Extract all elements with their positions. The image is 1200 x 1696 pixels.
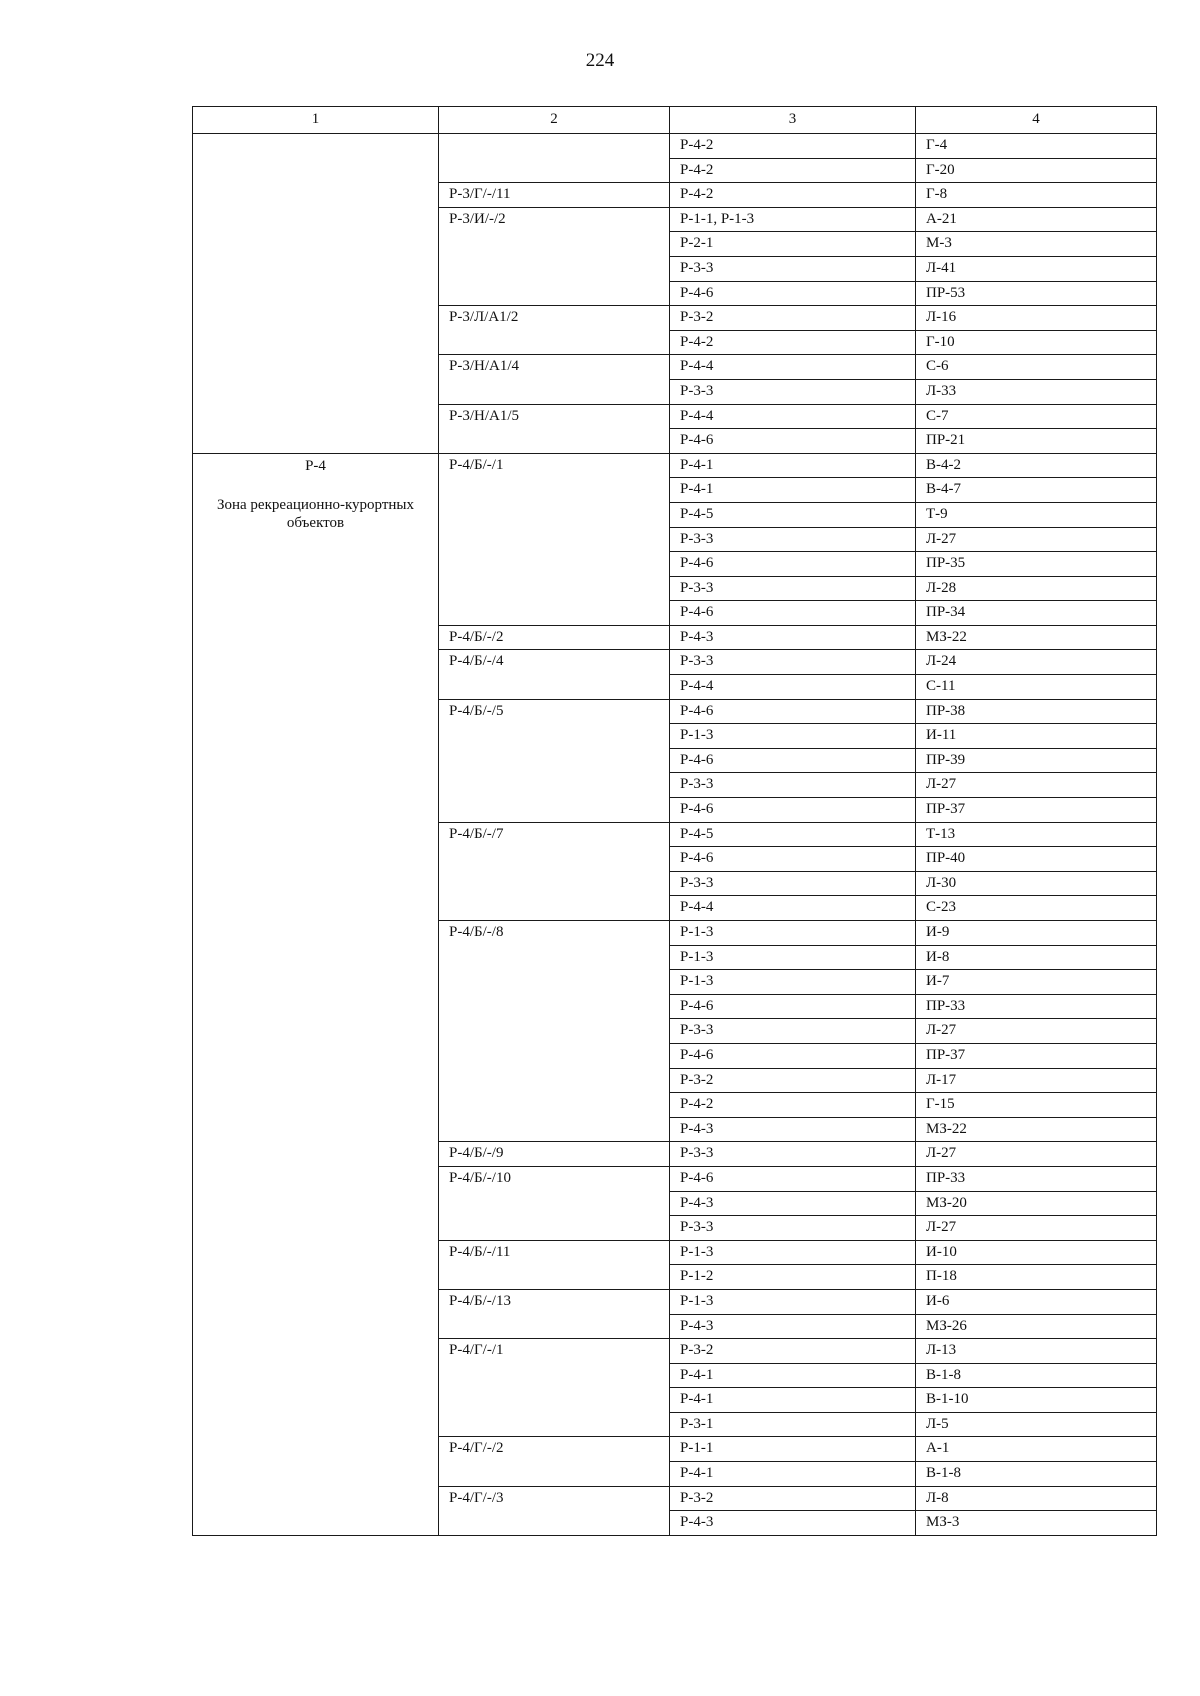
zone-ref-cell: Р-4-2: [670, 183, 916, 208]
zone-code: Р-4: [305, 457, 326, 474]
zone-ref-cell: Р-4-1: [670, 453, 916, 478]
table-body: [193, 134, 1157, 1536]
object-code-cell: С-7: [916, 404, 1157, 429]
zone-ref-cell: Р-4-6: [670, 281, 916, 306]
zone-ref-cell: Р-4-3: [670, 1117, 916, 1142]
object-code-cell: Л-27: [916, 527, 1157, 552]
object-code-cell: С-6: [916, 355, 1157, 380]
object-code-cell: Л-27: [916, 773, 1157, 798]
zone-ref-cell: Р-4-1: [670, 1388, 916, 1413]
zone-ref-cell: Р-3-2: [670, 1486, 916, 1511]
zone-ref-cell: Р-3-3: [670, 1216, 916, 1241]
zone-ref-cell: Р-4-6: [670, 994, 916, 1019]
zone-ref-cell: Р-1-3: [670, 1289, 916, 1314]
zone-ref-cell: Р-4-6: [670, 1166, 916, 1191]
zone-ref-cell: Р-1-1, Р-1-3: [670, 207, 916, 232]
table-row: [193, 134, 1157, 159]
object-code-cell: МЗ-22: [916, 1117, 1157, 1142]
object-code-cell: Л-41: [916, 256, 1157, 281]
zone-ref-cell: Р-4-5: [670, 822, 916, 847]
zone-ref-cell: Р-4-1: [670, 478, 916, 503]
table-header-row: [193, 107, 1157, 134]
subzone-code-cell: Р-4/Б/-/13: [439, 1289, 670, 1338]
object-code-cell: А-21: [916, 207, 1157, 232]
zone-table: [192, 106, 1157, 1536]
subzone-code-cell: Р-4/Г/-/2: [439, 1437, 670, 1486]
zone-ref-cell: Р-4-6: [670, 429, 916, 454]
zone-ref-cell: Р-4-3: [670, 1511, 916, 1536]
zone-ref-cell: Р-4-3: [670, 1314, 916, 1339]
zone-ref-cell: Р-1-3: [670, 970, 916, 995]
subzone-code-cell: Р-3/И/-/2: [439, 207, 670, 305]
object-code-cell: Л-28: [916, 576, 1157, 601]
object-code-cell: И-11: [916, 724, 1157, 749]
object-code-cell: А-1: [916, 1437, 1157, 1462]
zone-ref-cell: Р-4-4: [670, 675, 916, 700]
object-code-cell: ПР-33: [916, 1166, 1157, 1191]
object-code-cell: ПР-37: [916, 798, 1157, 823]
subzone-code-cell: Р-3/Г/-/11: [439, 183, 670, 208]
zone-ref-cell: Р-4-2: [670, 158, 916, 183]
subzone-code-cell: Р-4/Б/-/9: [439, 1142, 670, 1167]
zone-ref-cell: Р-3-3: [670, 773, 916, 798]
object-code-cell: В-4-7: [916, 478, 1157, 503]
subzone-code-cell: Р-4/Б/-/8: [439, 921, 670, 1142]
zone-ref-cell: Р-4-6: [670, 552, 916, 577]
object-code-cell: ПР-53: [916, 281, 1157, 306]
zone-ref-cell: Р-4-6: [670, 601, 916, 626]
object-code-cell: Л-27: [916, 1216, 1157, 1241]
object-code-cell: П-18: [916, 1265, 1157, 1290]
object-code-cell: И-9: [916, 921, 1157, 946]
object-code-cell: Л-27: [916, 1142, 1157, 1167]
object-code-cell: В-1-10: [916, 1388, 1157, 1413]
column-header: 3: [670, 107, 916, 134]
zone-ref-cell: Р-4-4: [670, 404, 916, 429]
object-code-cell: ПР-34: [916, 601, 1157, 626]
object-code-cell: Л-5: [916, 1412, 1157, 1437]
zone-ref-cell: Р-3-2: [670, 306, 916, 331]
object-code-cell: ПР-21: [916, 429, 1157, 454]
zone-ref-cell: Р-4-2: [670, 1093, 916, 1118]
subzone-code-cell: Р-4/Б/-/5: [439, 699, 670, 822]
object-code-cell: Л-30: [916, 871, 1157, 896]
zone-ref-cell: Р-3-3: [670, 527, 916, 552]
column-header: 4: [916, 107, 1157, 134]
object-code-cell: Л-8: [916, 1486, 1157, 1511]
zone-ref-cell: Р-4-4: [670, 896, 916, 921]
object-code-cell: В-1-8: [916, 1363, 1157, 1388]
zone-ref-cell: Р-2-1: [670, 232, 916, 257]
zone-ref-cell: Р-4-3: [670, 625, 916, 650]
object-code-cell: ПР-38: [916, 699, 1157, 724]
object-code-cell: Г-20: [916, 158, 1157, 183]
zone-ref-cell: Р-3-2: [670, 1339, 916, 1364]
subzone-code-cell: Р-4/Г/-/3: [439, 1486, 670, 1535]
column-header: 2: [439, 107, 670, 134]
page-number: 224: [585, 50, 615, 71]
object-code-cell: ПР-37: [916, 1043, 1157, 1068]
zone-ref-cell: Р-4-6: [670, 748, 916, 773]
object-code-cell: МЗ-3: [916, 1511, 1157, 1536]
subzone-code-cell: Р-4/Б/-/10: [439, 1166, 670, 1240]
object-code-cell: Г-4: [916, 134, 1157, 159]
object-code-cell: Т-9: [916, 502, 1157, 527]
object-code-cell: С-11: [916, 675, 1157, 700]
object-code-cell: ПР-35: [916, 552, 1157, 577]
zone-ref-cell: Р-1-2: [670, 1265, 916, 1290]
subzone-code-cell: Р-4/Б/-/2: [439, 625, 670, 650]
zone-cell: [193, 453, 439, 1535]
object-code-cell: Г-8: [916, 183, 1157, 208]
object-code-cell: ПР-40: [916, 847, 1157, 872]
subzone-code-cell: Р-4/Г/-/1: [439, 1339, 670, 1437]
zone-ref-cell: Р-3-3: [670, 1019, 916, 1044]
zone-ref-cell: Р-1-3: [670, 921, 916, 946]
zone-cell: [193, 134, 439, 454]
object-code-cell: МЗ-22: [916, 625, 1157, 650]
zone-ref-cell: Р-4-2: [670, 134, 916, 159]
zone-ref-cell: Р-1-1: [670, 1437, 916, 1462]
object-code-cell: МЗ-26: [916, 1314, 1157, 1339]
object-code-cell: И-6: [916, 1289, 1157, 1314]
zone-ref-cell: Р-3-1: [670, 1412, 916, 1437]
subzone-code-cell: Р-4/Б/-/4: [439, 650, 670, 699]
zone-ref-cell: Р-4-4: [670, 355, 916, 380]
subzone-code-cell: Р-4/Б/-/11: [439, 1240, 670, 1289]
zone-ref-cell: Р-3-3: [670, 1142, 916, 1167]
zone-ref-cell: Р-4-5: [670, 502, 916, 527]
zone-ref-cell: Р-4-1: [670, 1363, 916, 1388]
subzone-code-cell: Р-3/Л/А1/2: [439, 306, 670, 355]
object-code-cell: И-7: [916, 970, 1157, 995]
zone-ref-cell: Р-3-3: [670, 576, 916, 601]
subzone-code-cell: Р-4/Б/-/7: [439, 822, 670, 920]
object-code-cell: Т-13: [916, 822, 1157, 847]
object-code-cell: М-3: [916, 232, 1157, 257]
zone-ref-cell: Р-4-6: [670, 699, 916, 724]
zone-ref-cell: Р-3-2: [670, 1068, 916, 1093]
subzone-code-cell: Р-4/Б/-/1: [439, 453, 670, 625]
object-code-cell: Г-10: [916, 330, 1157, 355]
object-code-cell: В-1-8: [916, 1462, 1157, 1487]
zone-ref-cell: Р-4-6: [670, 847, 916, 872]
object-code-cell: Л-27: [916, 1019, 1157, 1044]
object-code-cell: Г-15: [916, 1093, 1157, 1118]
zone-ref-cell: Р-1-3: [670, 1240, 916, 1265]
object-code-cell: Л-24: [916, 650, 1157, 675]
object-code-cell: В-4-2: [916, 453, 1157, 478]
zone-ref-cell: Р-3-3: [670, 871, 916, 896]
object-code-cell: ПР-39: [916, 748, 1157, 773]
object-code-cell: С-23: [916, 896, 1157, 921]
column-header: 1: [193, 107, 439, 134]
zone-ref-cell: Р-3-3: [670, 256, 916, 281]
object-code-cell: Л-33: [916, 379, 1157, 404]
zone-ref-cell: Р-4-1: [670, 1462, 916, 1487]
zone-ref-cell: Р-3-3: [670, 650, 916, 675]
object-code-cell: Л-17: [916, 1068, 1157, 1093]
zone-ref-cell: Р-1-3: [670, 945, 916, 970]
object-code-cell: МЗ-20: [916, 1191, 1157, 1216]
subzone-code-cell: [439, 134, 670, 183]
object-code-cell: И-8: [916, 945, 1157, 970]
object-code-cell: Л-13: [916, 1339, 1157, 1364]
zone-ref-cell: Р-4-6: [670, 798, 916, 823]
zone-ref-cell: Р-3-3: [670, 379, 916, 404]
table-row: [193, 453, 1157, 478]
zone-ref-cell: Р-4-6: [670, 1043, 916, 1068]
object-code-cell: И-10: [916, 1240, 1157, 1265]
object-code-cell: ПР-33: [916, 994, 1157, 1019]
subzone-code-cell: Р-3/Н/А1/5: [439, 404, 670, 453]
object-code-cell: Л-16: [916, 306, 1157, 331]
zone-ref-cell: Р-1-3: [670, 724, 916, 749]
zone-ref-cell: Р-4-2: [670, 330, 916, 355]
zone-ref-cell: Р-4-3: [670, 1191, 916, 1216]
zone-name: Зона рекреационно-курортных объектов: [216, 496, 415, 532]
subzone-code-cell: Р-3/Н/А1/4: [439, 355, 670, 404]
